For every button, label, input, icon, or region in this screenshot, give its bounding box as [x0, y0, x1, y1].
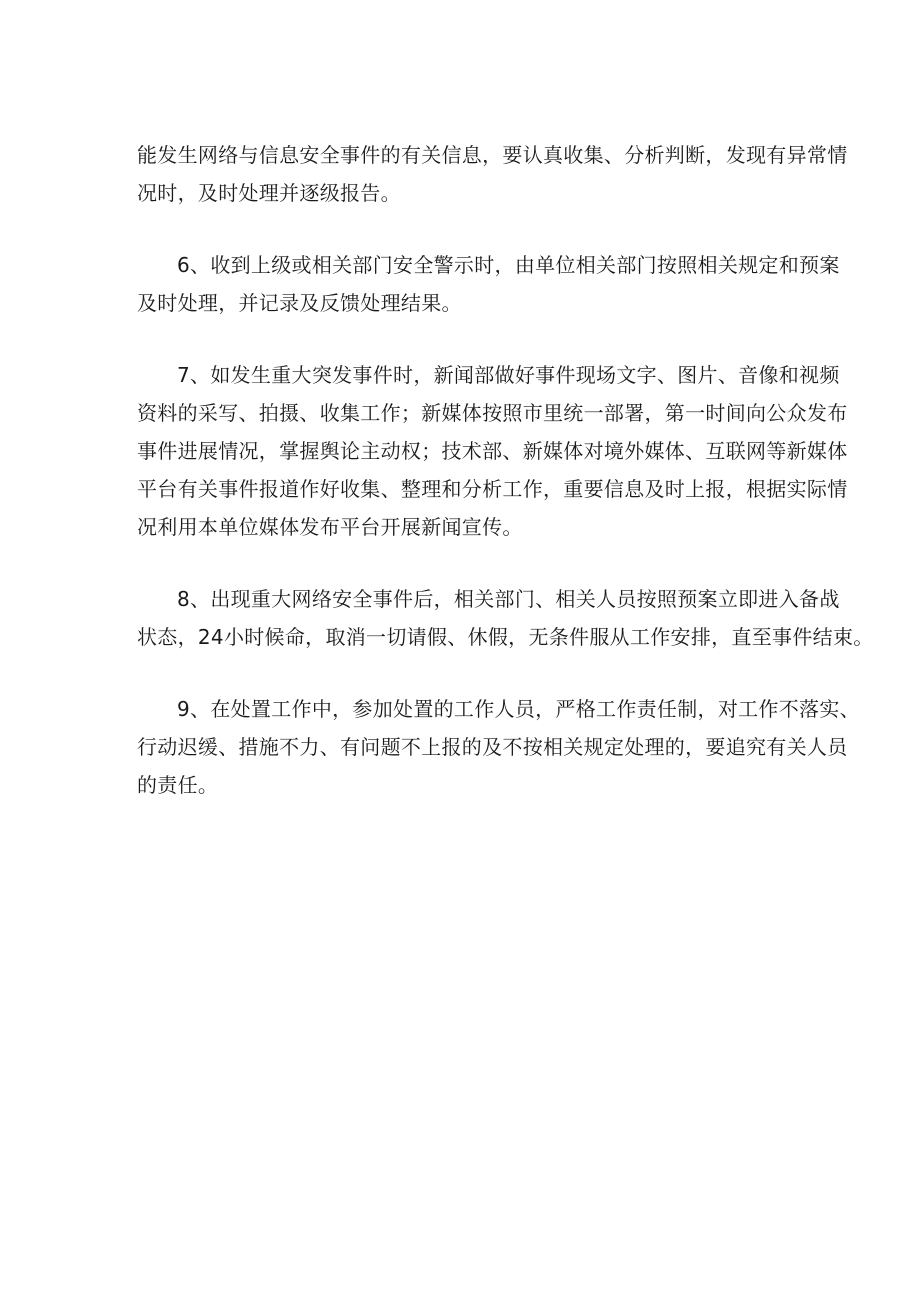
paragraph-item-8	[137, 580, 874, 656]
text-line: 9、在处置工作中，参加处置的工作人员，严格工作责任制，对工作不落实、	[177, 697, 860, 721]
text-line: 况时，及时处理并逐级报告。	[137, 181, 401, 205]
paragraph-item-9	[137, 690, 860, 804]
text-line: 况利用本单位媒体发布平台开展新闻宣传。	[137, 515, 523, 539]
paragraph-item-7	[137, 356, 848, 546]
text-line: 状态，24小时候命，取消一切请假、休假，无条件服从工作安排，直至事件结束。	[137, 625, 874, 649]
text-line: 及时处理，并记录及反馈处理结果。	[137, 291, 462, 315]
text-line: 事件进展情况，掌握舆论主动权；技术部、新媒体对境外媒体、互联网等新媒体	[137, 439, 848, 463]
text-line: 8、出现重大网络安全事件后，相关部门、相关人员按照预案立即进入备战	[177, 587, 840, 611]
paragraph-continuation	[137, 136, 848, 212]
text-line: 7、如发生重大突发事件时，新闻部做好事件现场文字、图片、音像和视频	[177, 363, 840, 387]
text-line: 行动迟缓、措施不力、有问题不上报的及不按相关规定处理的，要追究有关人员	[137, 735, 848, 759]
document-body	[137, 136, 874, 838]
text-line: 资料的采写、拍摄、收集工作；新媒体按照市里统一部署，第一时间向公众发布	[137, 401, 848, 425]
paragraph-item-6	[137, 246, 840, 322]
text-line: 的责任。	[137, 773, 219, 797]
text-line: 平台有关事件报道作好收集、整理和分析工作，重要信息及时上报，根据实际情	[137, 477, 848, 501]
text-line: 6、收到上级或相关部门安全警示时，由单位相关部门按照相关规定和预案	[177, 253, 840, 277]
text-line: 能发生网络与信息安全事件的有关信息，要认真收集、分析判断，发现有异常情	[137, 143, 848, 167]
